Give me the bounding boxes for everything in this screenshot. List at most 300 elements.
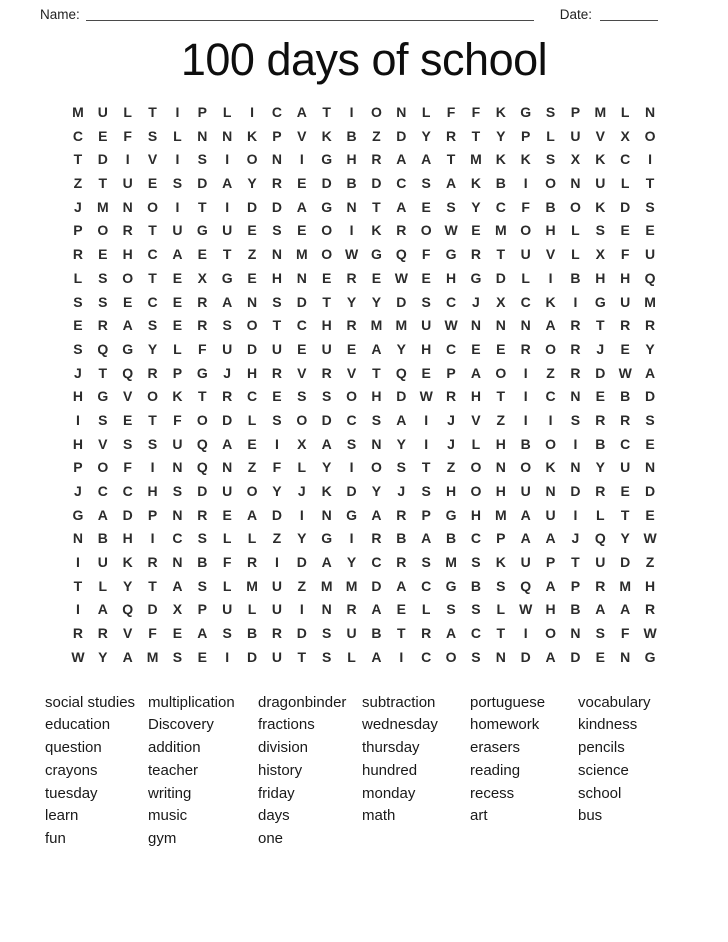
grid-letter: N <box>371 435 382 452</box>
grid-row <box>66 575 663 599</box>
grid-letter: K <box>172 388 183 405</box>
grid-letter: X <box>172 601 183 618</box>
grid-letter: V <box>98 435 108 452</box>
grid-letter: V <box>297 127 307 144</box>
grid-letter: K <box>371 222 382 239</box>
grid-letter: D <box>570 648 581 665</box>
grid-letter: D <box>222 411 233 428</box>
grid-letter: U <box>421 317 432 334</box>
grid-letter: I <box>175 151 180 168</box>
grid-letter: F <box>222 554 232 571</box>
grid-letter: B <box>346 127 357 144</box>
grid-row <box>66 243 663 267</box>
grid-letter: W <box>444 317 458 334</box>
grid-letter: S <box>197 151 207 168</box>
grid-letter: D <box>396 127 407 144</box>
grid-letter: A <box>371 648 382 665</box>
grid-letter: U <box>595 554 606 571</box>
grid-letter: D <box>620 198 631 215</box>
grid-letter: M <box>470 151 482 168</box>
grid-letter: R <box>396 506 407 523</box>
grid-letter: M <box>345 577 358 594</box>
grid-letter: E <box>123 293 133 310</box>
grid-letter: J <box>447 411 455 428</box>
grid-letter: A <box>446 625 457 642</box>
grid-letter: N <box>296 269 307 286</box>
word-list-item: teacher <box>148 761 199 779</box>
grid-row <box>66 314 663 338</box>
grid-letter: D <box>371 577 382 594</box>
grid-letter: O <box>246 483 258 499</box>
word-list-item: thursday <box>362 739 420 757</box>
word-list-column <box>362 692 470 852</box>
grid-letter: E <box>645 435 655 452</box>
grid-letter: P <box>446 364 456 381</box>
grid-letter: I <box>573 435 578 452</box>
grid-letter: S <box>197 530 207 547</box>
grid-letter: R <box>446 388 457 405</box>
grid-letter: S <box>272 222 282 239</box>
grid-letter: T <box>421 459 431 476</box>
grid-letter: L <box>222 577 232 594</box>
grid-letter: A <box>296 104 307 120</box>
grid-letter: K <box>595 151 606 168</box>
grid-letter: A <box>520 530 531 547</box>
grid-letter: F <box>471 104 481 120</box>
grid-letter: H <box>147 483 158 499</box>
grid-letter: S <box>73 293 83 310</box>
grid-letter: U <box>271 648 282 665</box>
grid-letter: B <box>396 530 407 547</box>
grid-letter: A <box>97 506 108 523</box>
grid-letter: N <box>495 648 506 665</box>
header-row <box>0 0 728 22</box>
grid-row <box>66 646 663 670</box>
grid-letter: G <box>370 246 382 263</box>
grid-letter: R <box>595 483 606 499</box>
word-list-item: history <box>258 761 303 779</box>
grid-letter: P <box>73 459 83 476</box>
grid-letter: E <box>421 364 431 381</box>
grid-letter: I <box>573 293 578 310</box>
grid-letter: K <box>495 151 506 168</box>
grid-letter: Q <box>520 577 532 594</box>
grid-letter: E <box>172 625 183 642</box>
grid-letter: A <box>97 601 108 618</box>
grid-row <box>66 267 663 291</box>
grid-letter: G <box>72 506 84 523</box>
grid-letter: C <box>247 388 258 405</box>
grid-letter: C <box>122 483 133 499</box>
grid-letter: Y <box>123 577 133 594</box>
word-list-item: tuesday <box>45 784 98 802</box>
grid-letter: D <box>495 269 506 286</box>
grid-letter: T <box>98 175 108 192</box>
grid-letter: A <box>645 364 656 381</box>
grid-row <box>66 291 663 315</box>
grid-letter: G <box>196 364 208 381</box>
grid-letter: D <box>645 388 656 405</box>
grid-letter: E <box>197 246 207 263</box>
grid-letter: Q <box>594 530 606 547</box>
grid-letter: K <box>495 104 506 120</box>
grid-letter: S <box>98 269 108 286</box>
grid-letter: O <box>296 411 308 428</box>
grid-letter: N <box>396 104 407 120</box>
grid-letter: A <box>396 577 407 594</box>
grid-letter: D <box>197 483 208 499</box>
word-list-item: education <box>45 716 111 734</box>
grid-letter: E <box>595 648 605 665</box>
grid-letter: N <box>495 317 506 334</box>
grid-letter: F <box>123 459 132 476</box>
grid-letter: E <box>620 222 630 239</box>
grid-letter: D <box>247 198 258 215</box>
grid-row <box>66 172 663 196</box>
grid-letter: V <box>595 127 605 144</box>
grid-letter: J <box>74 198 82 215</box>
word-list-column <box>148 692 258 852</box>
grid-letter: I <box>349 222 354 239</box>
grid-letter: O <box>644 127 656 144</box>
grid-letter: N <box>470 317 481 334</box>
grid-letter: S <box>570 411 581 428</box>
grid-letter: H <box>545 222 556 239</box>
grid-row <box>66 504 663 528</box>
grid-letter: U <box>97 104 108 120</box>
grid-letter: C <box>346 411 357 428</box>
grid-row <box>66 598 663 622</box>
grid-letter: T <box>571 554 580 571</box>
grid-letter: E <box>247 222 257 239</box>
grid-letter: O <box>545 340 556 357</box>
grid-letter: T <box>148 577 157 594</box>
grid-letter: M <box>295 246 308 263</box>
word-list-column <box>45 692 148 852</box>
grid-letter: H <box>495 483 506 499</box>
grid-letter: L <box>173 340 182 357</box>
grid-letter: M <box>246 577 258 594</box>
date-blank-line <box>600 7 658 21</box>
grid-row <box>66 362 663 386</box>
letter-grid <box>66 101 663 670</box>
grid-letter: A <box>595 601 606 618</box>
grid-letter: R <box>271 625 282 642</box>
grid-letter: R <box>470 246 481 263</box>
grid-letter: R <box>247 554 258 571</box>
grid-letter: I <box>523 411 528 428</box>
grid-letter: A <box>371 506 382 523</box>
grid-letter: J <box>472 293 480 310</box>
grid-letter: E <box>172 269 183 286</box>
grid-letter: T <box>297 648 307 665</box>
grid-letter: M <box>494 506 507 523</box>
grid-letter: M <box>320 577 333 594</box>
grid-letter: Z <box>446 459 456 476</box>
grid-letter: S <box>496 577 506 594</box>
word-list-item: science <box>578 761 629 779</box>
grid-letter: R <box>346 317 357 334</box>
grid-letter: U <box>97 554 108 571</box>
grid-letter: K <box>495 554 506 571</box>
grid-letter: R <box>197 293 208 310</box>
grid-letter: T <box>471 127 481 144</box>
grid-letter: O <box>321 246 333 263</box>
grid-letter: U <box>222 340 233 357</box>
grid-letter: B <box>371 625 382 642</box>
grid-letter: E <box>247 269 257 286</box>
grid-letter: U <box>122 175 133 192</box>
word-list-item: school <box>578 784 622 802</box>
word-list-item: vocabulary <box>578 693 651 711</box>
grid-letter: G <box>594 293 606 310</box>
word-list-item: kindness <box>578 716 638 734</box>
word-list-item: crayons <box>45 761 98 779</box>
grid-letter: R <box>147 554 158 571</box>
grid-letter: I <box>175 198 180 215</box>
grid-letter: R <box>620 411 631 428</box>
grid-letter: O <box>470 459 482 476</box>
grid-letter: L <box>222 530 232 547</box>
grid-letter: D <box>147 601 158 618</box>
grid-letter: I <box>75 601 80 618</box>
grid-letter: L <box>620 104 630 120</box>
grid-letter: O <box>545 175 556 192</box>
grid-letter: H <box>421 340 432 357</box>
grid-letter: L <box>73 269 83 286</box>
grid-letter: L <box>496 601 506 618</box>
grid-letter: B <box>247 625 258 642</box>
grid-letter: X <box>595 246 605 263</box>
grid-letter: D <box>197 175 208 192</box>
grid-letter: H <box>470 506 481 523</box>
grid-letter: V <box>346 364 357 381</box>
grid-letter: H <box>247 364 258 381</box>
grid-letter: Z <box>297 577 307 594</box>
grid-letter: U <box>222 601 233 618</box>
grid-letter: D <box>321 411 332 428</box>
grid-letter: J <box>74 364 82 381</box>
grid-letter: V <box>123 388 133 405</box>
grid-letter: O <box>545 435 556 452</box>
grid-letter: H <box>321 317 332 334</box>
grid-letter: O <box>495 364 507 381</box>
grid-letter: Y <box>98 648 108 665</box>
grid-letter: E <box>98 246 108 263</box>
grid-letter: E <box>73 317 83 334</box>
grid-letter: L <box>297 459 307 476</box>
word-list-item: Discovery <box>148 716 214 734</box>
grid-letter: Q <box>122 601 134 618</box>
word-list-item: homework <box>470 716 540 734</box>
grid-letter: P <box>73 222 83 239</box>
grid-letter: D <box>122 506 133 523</box>
grid-letter: R <box>570 340 581 357</box>
grid-letter: C <box>421 577 432 594</box>
grid-letter: N <box>222 127 233 144</box>
word-list-item: subtraction <box>362 693 436 711</box>
grid-letter: Y <box>471 198 481 215</box>
grid-letter: A <box>321 435 332 452</box>
grid-letter: S <box>421 293 431 310</box>
grid-letter: T <box>372 364 381 381</box>
grid-letter: A <box>446 175 457 192</box>
grid-letter: O <box>122 269 134 286</box>
grid-letter: X <box>620 127 630 144</box>
grid-letter: D <box>271 506 282 523</box>
grid-letter: C <box>172 530 183 547</box>
grid-letter: E <box>172 317 183 334</box>
grid-letter: A <box>545 648 556 665</box>
grid-letter: F <box>446 104 456 120</box>
word-list-column <box>470 692 578 852</box>
grid-letter: B <box>495 175 506 192</box>
grid-letter: D <box>296 293 307 310</box>
grid-letter: I <box>75 554 80 571</box>
word-list-item: dragonbinder <box>258 693 347 711</box>
grid-letter: A <box>222 293 233 310</box>
grid-letter: N <box>570 625 581 642</box>
grid-letter: A <box>197 625 208 642</box>
grid-letter: B <box>97 530 108 547</box>
word-list-item: addition <box>148 739 201 757</box>
grid-letter: L <box>521 269 530 286</box>
grid-letter: S <box>98 293 108 310</box>
grid-letter: P <box>421 506 431 523</box>
grid-letter: E <box>147 175 158 192</box>
grid-letter: S <box>197 577 207 594</box>
grid-letter: I <box>424 411 429 428</box>
grid-letter: X <box>197 269 207 286</box>
grid-letter: A <box>396 151 407 168</box>
grid-letter: I <box>523 364 528 381</box>
word-list-item: hundred <box>362 761 418 779</box>
grid-letter: P <box>570 577 581 594</box>
grid-letter: H <box>122 246 133 263</box>
grid-letter: Q <box>196 459 208 476</box>
grid-letter: R <box>645 601 656 618</box>
grid-letter: Y <box>645 340 655 357</box>
grid-letter: U <box>620 293 631 310</box>
grid-letter: A <box>371 601 382 618</box>
grid-letter: N <box>197 127 208 144</box>
grid-letter: D <box>645 483 656 499</box>
grid-letter: L <box>471 435 481 452</box>
grid-letter: H <box>495 435 506 452</box>
grid-letter: Q <box>644 269 656 286</box>
grid-letter: S <box>421 554 431 571</box>
grid-letter: S <box>222 317 232 334</box>
grid-row <box>66 148 663 172</box>
grid-letter: G <box>644 648 656 665</box>
grid-letter: M <box>96 198 109 215</box>
grid-letter: T <box>322 104 331 120</box>
grid-letter: S <box>471 648 481 665</box>
grid-letter: F <box>272 459 282 476</box>
grid-letter: I <box>349 459 354 476</box>
grid-letter: E <box>620 483 630 499</box>
grid-letter: D <box>321 175 332 192</box>
grid-letter: B <box>446 530 457 547</box>
grid-letter: A <box>520 506 531 523</box>
grid-letter: X <box>297 435 307 452</box>
grid-letter: U <box>520 483 531 499</box>
grid-letter: R <box>570 317 581 334</box>
grid-letter: Y <box>371 483 382 499</box>
word-list-item: fractions <box>258 716 315 734</box>
name-label: Name: <box>40 7 80 22</box>
grid-letter: E <box>645 222 655 239</box>
grid-letter: N <box>645 104 656 120</box>
grid-letter: J <box>596 340 605 357</box>
grid-letter: W <box>519 601 533 618</box>
grid-letter: S <box>73 340 83 357</box>
grid-letter: A <box>620 601 631 618</box>
grid-letter: F <box>198 340 207 357</box>
grid-letter: U <box>172 222 183 239</box>
word-list-item: one <box>258 830 284 848</box>
grid-letter: N <box>247 293 258 310</box>
grid-letter: S <box>595 222 605 239</box>
grid-letter: I <box>648 151 652 168</box>
grid-row <box>66 622 663 646</box>
grid-letter: P <box>147 506 158 523</box>
grid-letter: W <box>643 530 657 547</box>
grid-letter: P <box>496 530 506 547</box>
grid-letter: J <box>297 483 306 499</box>
grid-letter: L <box>173 127 182 144</box>
grid-letter: S <box>297 388 307 405</box>
grid-letter: I <box>274 554 279 571</box>
grid-letter: H <box>545 601 556 618</box>
grid-letter: T <box>222 246 232 263</box>
grid-letter: G <box>321 530 333 547</box>
grid-letter: G <box>445 577 457 594</box>
grid-letter: H <box>122 530 133 547</box>
grid-letter: L <box>222 104 232 120</box>
grid-letter: E <box>496 340 506 357</box>
grid-letter: Y <box>272 483 282 499</box>
word-list-item: writing <box>148 784 192 802</box>
grid-letter: I <box>399 648 404 665</box>
grid-letter: U <box>172 435 183 452</box>
grid-letter: R <box>396 554 407 571</box>
grid-letter: I <box>424 435 429 452</box>
grid-letter: P <box>570 104 581 120</box>
grid-letter: A <box>172 577 183 594</box>
grid-letter: U <box>271 577 282 594</box>
grid-letter: C <box>470 530 481 547</box>
grid-letter: D <box>247 648 258 665</box>
grid-letter: N <box>620 648 631 665</box>
grid-letter: T <box>322 293 331 310</box>
grid-letter: U <box>545 506 556 523</box>
grid-letter: C <box>296 317 307 334</box>
grid-letter: R <box>371 530 382 547</box>
grid-letter: E <box>322 269 332 286</box>
grid-letter: U <box>222 483 233 499</box>
grid-letter: I <box>274 435 279 452</box>
grid-letter: D <box>97 151 108 168</box>
grid-letter: U <box>222 222 233 239</box>
grid-letter: M <box>146 648 159 665</box>
grid-letter: K <box>321 127 332 144</box>
grid-letter: O <box>520 459 532 476</box>
grid-letter: Y <box>247 175 257 192</box>
grid-letter: O <box>147 198 158 215</box>
grid-letter: J <box>223 364 232 381</box>
grid-letter: Y <box>595 459 605 476</box>
